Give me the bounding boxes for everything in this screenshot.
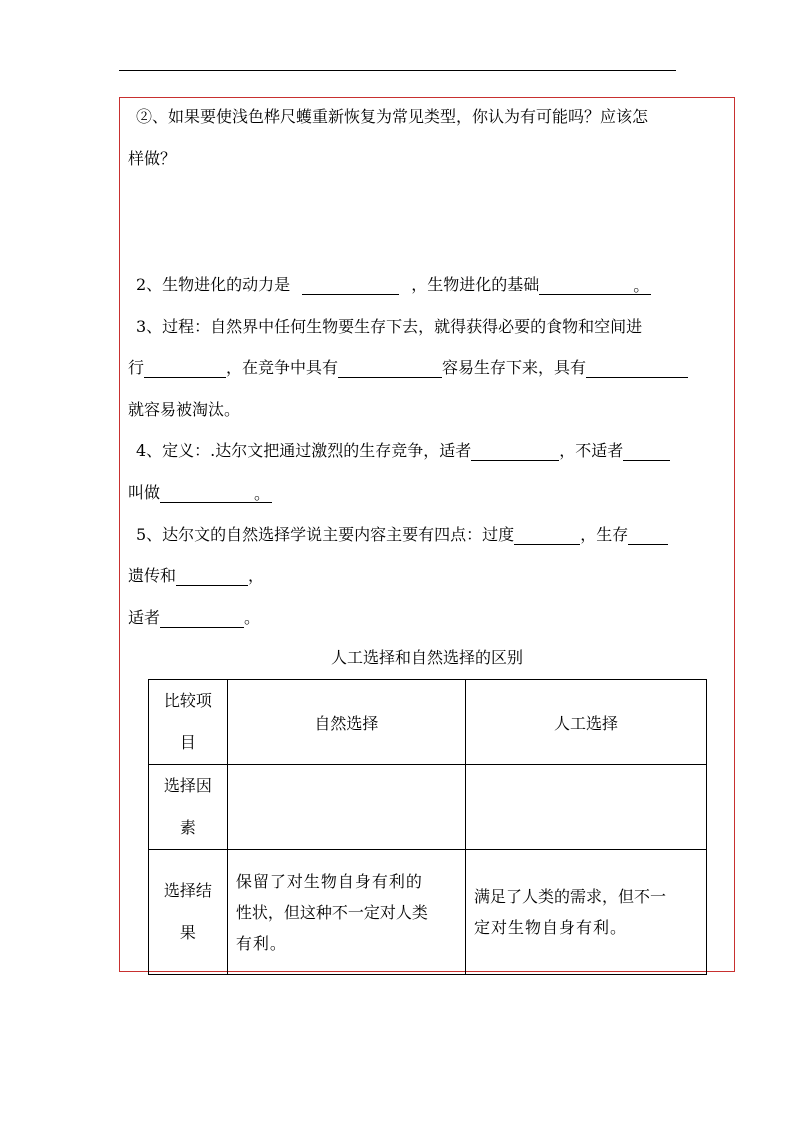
question-2 [128, 275, 651, 295]
blank-fit[interactable] [471, 442, 559, 461]
question-4-line1: 4、定义：.达尔文把通过激烈的生存竞争，适者 ，不适者 [128, 441, 670, 461]
header-rule [119, 70, 676, 71]
blank-disadvantage[interactable] [586, 359, 688, 378]
blank-process[interactable] [144, 359, 226, 378]
question-5-line2: 遗传和 ， [128, 566, 265, 585]
question-3-line1: 3、过程：自然界中任何生物要生存下去，就得获得必要的食物和空间进 [136, 317, 643, 336]
question-3-line3: 就容易被淘汰。 [128, 400, 241, 419]
table-header-row [149, 680, 707, 765]
blank-fittest[interactable] [160, 609, 244, 628]
header-natural: 自然选择 [227, 680, 465, 765]
cell-factor-natural[interactable] [227, 765, 465, 850]
question-5-line3: 适者 。 [128, 608, 261, 627]
blank-survival[interactable] [628, 526, 668, 545]
blank-overproduction[interactable] [514, 526, 580, 545]
q2-text-b: ，生物进化的基础 [411, 275, 540, 294]
header-artificial: 人工选择 [466, 680, 707, 765]
header-item: 比较项 目 [149, 680, 228, 765]
table-row-factor [149, 765, 707, 850]
blank-unfit[interactable] [623, 442, 670, 461]
blank-basis[interactable]: 。 [539, 276, 651, 295]
row-label-result: 选择结 果 [149, 850, 228, 975]
cell-result-artificial: 满足了人类的需求，但不一 定对生物自身有利。 [466, 850, 707, 975]
row-label-factor: 选择因 素 [149, 765, 228, 850]
question-3-line2: 行 ，在竞争中具有 容易生存下来，具有 [128, 358, 688, 378]
q2-text-a: 2、生物进化的动力是 [136, 275, 291, 294]
question-4-line2: 叫做 。 [128, 483, 271, 503]
cell-result-natural: 保留了对生物自身有利的 性状，但这种不一定对人类 有利。 [227, 850, 465, 975]
blank-term[interactable]: 。 [160, 484, 272, 503]
question-1-line2: 样做？ [128, 149, 177, 168]
blank-advantage[interactable] [338, 359, 442, 378]
comparison-table [148, 679, 707, 975]
blank-variation[interactable] [176, 567, 248, 586]
cell-factor-artificial[interactable] [466, 765, 707, 850]
table-caption: 人工选择和自然选择的区别 [330, 648, 523, 667]
table-row-result [149, 850, 707, 975]
blank-power[interactable] [302, 276, 399, 295]
question-5-line1: 5、达尔文的自然选择学说主要内容主要有四点：过度 ，生存 [128, 525, 668, 545]
question-1-line1: ②、如果要使浅色桦尺蠖重新恢复为常见类型，你认为有可能吗？应该怎 [136, 107, 649, 126]
